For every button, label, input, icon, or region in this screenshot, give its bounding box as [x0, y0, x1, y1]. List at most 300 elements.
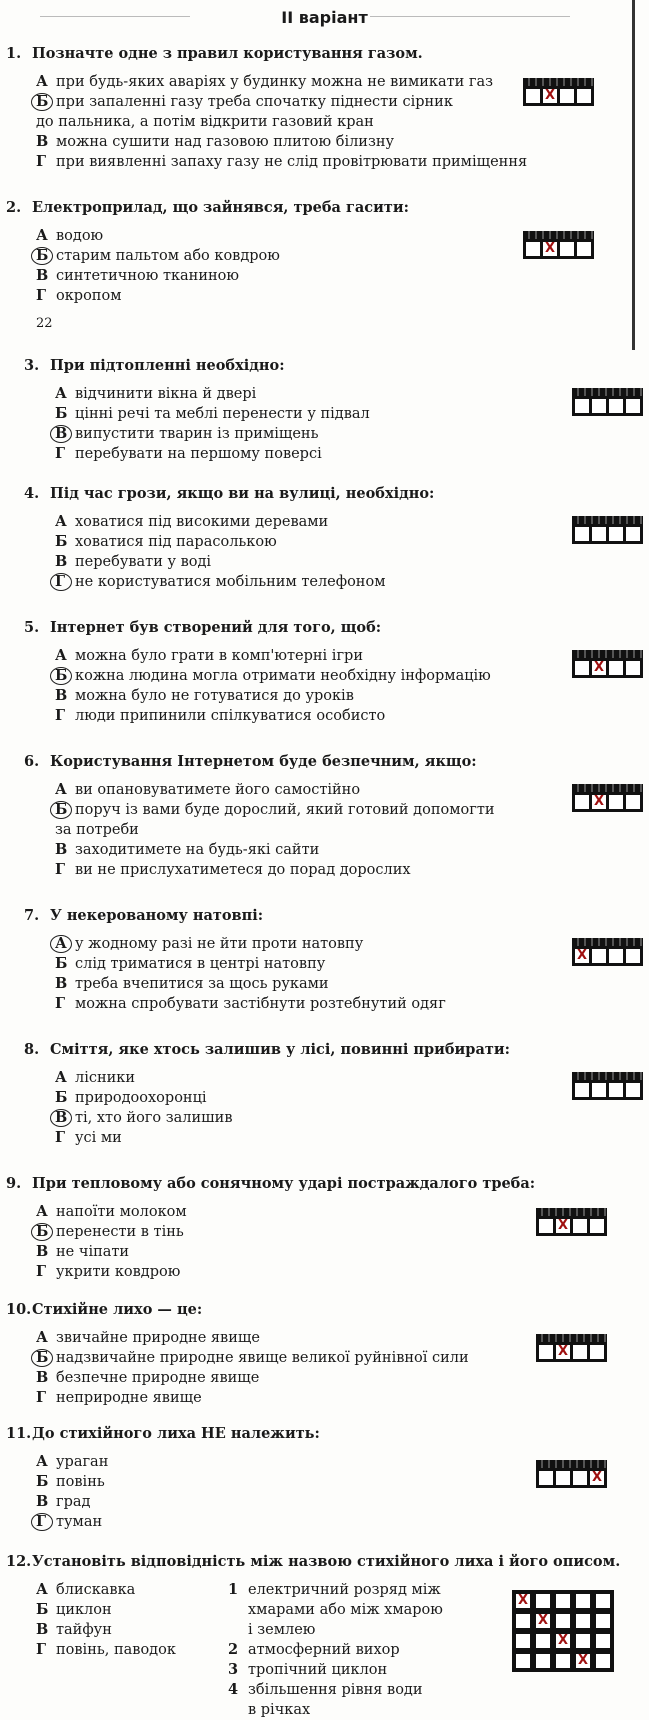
- answer-cell[interactable]: [560, 89, 574, 103]
- option-letter: В: [55, 841, 68, 858]
- answer-cell[interactable]: [575, 1083, 589, 1097]
- answer-cell[interactable]: [556, 1654, 570, 1668]
- answer-option[interactable]: [55, 686, 491, 706]
- question-title: [6, 44, 527, 64]
- answer-option[interactable]: [36, 1472, 320, 1492]
- answer-cell[interactable]: X: [557, 1218, 569, 1233]
- answer-cell[interactable]: [577, 242, 591, 256]
- question: [6, 44, 527, 172]
- answer-option[interactable]: [55, 800, 495, 820]
- question-number: 4.: [24, 485, 40, 502]
- grid-header: [572, 650, 643, 658]
- answer-cell[interactable]: [626, 949, 640, 963]
- answer-cell[interactable]: [596, 1654, 610, 1668]
- grid-header: [572, 1072, 643, 1080]
- matching-description: [228, 1580, 443, 1600]
- option-text: безпечне природне явище: [56, 1370, 260, 1386]
- scan-artifact: [370, 16, 570, 17]
- question: [24, 1040, 510, 1148]
- option-text: ви опановуватимете його самостійно: [75, 782, 361, 798]
- question-number: 11.: [6, 1425, 32, 1442]
- answer-cell[interactable]: [592, 1083, 606, 1097]
- answer-cell[interactable]: [573, 1219, 587, 1233]
- option-letter: Г: [36, 1641, 47, 1658]
- option-letter: А: [55, 1069, 67, 1086]
- grid-header: [536, 1334, 607, 1342]
- answer-option[interactable]: [55, 934, 446, 954]
- option-text: старим пальтом або ковдрою: [56, 248, 280, 264]
- option-letter: Б: [55, 801, 68, 818]
- option-text: град: [56, 1494, 91, 1510]
- option-text: усі ми: [75, 1130, 122, 1146]
- answer-option[interactable]: [36, 1348, 469, 1368]
- answer-cell[interactable]: [536, 1594, 550, 1608]
- answer-cell[interactable]: [609, 949, 623, 963]
- option-letter: А: [55, 385, 67, 402]
- question: [24, 484, 434, 592]
- matching-description: [228, 1680, 443, 1700]
- question: [6, 1300, 469, 1408]
- answer-option[interactable]: [36, 1492, 320, 1512]
- answer-grid: [523, 231, 594, 259]
- description-text: атмосферний вихор: [248, 1642, 400, 1658]
- answer-cell[interactable]: [609, 795, 623, 809]
- answer-cell[interactable]: [556, 1614, 570, 1628]
- question-text: Електроприлад, що зайнявся, треба гасити:: [32, 199, 409, 216]
- answer-cell[interactable]: [576, 1634, 590, 1648]
- option-letter: А: [55, 781, 67, 798]
- option-text: повінь, паводок: [56, 1642, 176, 1658]
- description-number: 2: [228, 1641, 239, 1658]
- answer-cell[interactable]: [609, 661, 623, 675]
- answer-option[interactable]: [36, 152, 527, 172]
- answer-cell[interactable]: [577, 89, 591, 103]
- option-text: неприродне явище: [56, 1390, 202, 1406]
- answer-option[interactable]: [36, 226, 409, 246]
- description-number: 4: [228, 1681, 239, 1698]
- option-text: укрити ковдрою: [56, 1264, 181, 1280]
- question-text: При підтопленні необхідно:: [50, 357, 285, 374]
- hand-drawn-circle: [50, 667, 72, 685]
- answer-option[interactable]: [55, 706, 491, 726]
- description-text: збільшення рівня води: [248, 1682, 423, 1698]
- answer-cell[interactable]: X: [577, 1653, 589, 1668]
- answer-cell[interactable]: [560, 242, 574, 256]
- option-letter: В: [36, 1243, 49, 1260]
- option-text: при виявленні запаху газу не слід провітрювати приміщення: [56, 154, 528, 170]
- answer-cell[interactable]: [626, 1083, 640, 1097]
- answer-option[interactable]: [36, 246, 409, 266]
- answer-cell[interactable]: [626, 399, 640, 413]
- matching-item: [36, 1580, 176, 1600]
- description-text: тропічний циклон: [248, 1662, 388, 1678]
- option-text: ті, хто його залишив: [75, 1110, 233, 1126]
- answer-option[interactable]: [55, 532, 434, 552]
- question: [24, 906, 446, 1014]
- question-title: [6, 1424, 320, 1444]
- option-text-continued: за потреби: [55, 822, 139, 838]
- option-text: люди припинили спілкуватися особисто: [75, 708, 386, 724]
- matching-description: [228, 1600, 443, 1620]
- option-letter: Б: [55, 533, 68, 550]
- question-title: [24, 752, 495, 772]
- matching-item: [36, 1600, 176, 1620]
- option-text: циклон: [56, 1602, 112, 1618]
- option-text: перебувати у воді: [75, 554, 212, 570]
- question-text: Під час грози, якщо ви на вулиці, необхідно:: [50, 485, 435, 502]
- option-text: не користуватися мобільним телефоном: [75, 574, 386, 590]
- matching-item: [36, 1620, 176, 1640]
- answer-cell[interactable]: [526, 89, 540, 103]
- answer-cell[interactable]: [609, 527, 623, 541]
- option-text: перенести в тінь: [56, 1224, 184, 1240]
- option-text: при будь-яких аваріях у будинку можна не вимикати газ: [56, 74, 494, 90]
- question: [6, 1424, 320, 1532]
- option-letter: А: [36, 73, 48, 90]
- option-text: у жодному разі не йти проти натовпу: [75, 936, 364, 952]
- question-text: При тепловому або сонячному ударі постраждалого треба:: [32, 1175, 536, 1192]
- option-letter: Г: [55, 995, 66, 1012]
- answer-grid: [572, 650, 643, 678]
- question-number: 7.: [24, 907, 40, 924]
- answer-cell[interactable]: X: [576, 948, 588, 963]
- option-text: ховатися під парасолькою: [75, 534, 277, 550]
- option-letter: Б: [36, 1223, 49, 1240]
- question-title: [6, 198, 409, 218]
- option-text: відчинити вікна й двері: [75, 386, 257, 402]
- option-text: надзвичайне природне явище великої руйнівної сили: [56, 1350, 469, 1366]
- option-letter: Б: [55, 667, 68, 684]
- grid-header: [572, 784, 643, 792]
- grid-header: [536, 1460, 607, 1468]
- answer-grid: [572, 1072, 643, 1100]
- option-letter: А: [36, 1453, 48, 1470]
- answer-cell[interactable]: X: [537, 1613, 549, 1628]
- answer-grid: [572, 938, 643, 966]
- hand-drawn-circle: [50, 425, 72, 443]
- option-letter: Б: [36, 1349, 49, 1366]
- hand-drawn-circle: [50, 1109, 72, 1127]
- answer-option[interactable]: [55, 974, 446, 994]
- question: [24, 752, 495, 880]
- option-letter: А: [36, 1581, 48, 1598]
- answer-cell[interactable]: [596, 1594, 610, 1608]
- option-text: слід триматися в центрі натовпу: [75, 956, 326, 972]
- grid-header: [572, 516, 643, 524]
- question-number: 3.: [24, 357, 40, 374]
- option-text: заходитимете на будь-які сайти: [75, 842, 320, 858]
- question-number: 1.: [6, 45, 22, 62]
- answer-cell[interactable]: [576, 1614, 590, 1628]
- answer-cell[interactable]: X: [593, 660, 605, 675]
- answer-cell[interactable]: [516, 1634, 530, 1648]
- option-letter: В: [55, 553, 68, 570]
- option-letter: Б: [55, 405, 68, 422]
- answer-cell[interactable]: [539, 1345, 553, 1359]
- hand-drawn-circle: [31, 1349, 53, 1367]
- question: [6, 198, 409, 306]
- answer-option[interactable]: [36, 92, 527, 112]
- option-text: звичайне природне явище: [56, 1330, 260, 1346]
- answer-cell[interactable]: [556, 1471, 570, 1485]
- option-text: напоїти молоком: [56, 1204, 187, 1220]
- option-text: природоохоронці: [75, 1090, 207, 1106]
- answer-option[interactable]: [55, 1088, 510, 1108]
- option-text: можна спробувати застібнути розтебнутий одяг: [75, 996, 446, 1012]
- option-letter: В: [36, 1621, 49, 1638]
- matching-item: [36, 1640, 176, 1660]
- answer-cell[interactable]: [596, 1634, 610, 1648]
- answer-grid: [536, 1208, 607, 1236]
- answer-cell[interactable]: [573, 1345, 587, 1359]
- answer-grid: [572, 388, 643, 416]
- answer-option[interactable]: [36, 1222, 535, 1242]
- answer-option[interactable]: [55, 512, 434, 532]
- answer-cell[interactable]: [516, 1654, 530, 1668]
- option-letter: Г: [36, 1263, 47, 1280]
- description-text: хмарами або між хмарою: [248, 1602, 443, 1618]
- answer-cell[interactable]: X: [557, 1344, 569, 1359]
- answer-cell[interactable]: [575, 527, 589, 541]
- answer-option[interactable]: [36, 1202, 535, 1222]
- option-letter: Б: [36, 247, 49, 264]
- option-letter: А: [55, 647, 67, 664]
- option-text: тайфун: [56, 1622, 112, 1638]
- option-letter: Б: [55, 1089, 68, 1106]
- answer-option[interactable]: [55, 780, 495, 800]
- description-text: в річках: [248, 1702, 311, 1718]
- option-text: при запаленні газу треба спочатку піднести сірник: [56, 94, 453, 110]
- question-title: [24, 618, 491, 638]
- answer-option[interactable]: [55, 994, 446, 1014]
- option-text: повінь: [56, 1474, 105, 1490]
- option-text: можна було грати в комп'ютерні ігри: [75, 648, 363, 664]
- hand-drawn-circle: [50, 573, 72, 591]
- answer-option[interactable]: [55, 646, 491, 666]
- option-text: поруч із вами буде дорослий, який готовий допомогти: [75, 802, 495, 818]
- question-number: 10.: [6, 1301, 32, 1318]
- answer-option[interactable]: [55, 1068, 510, 1088]
- option-text: не чіпати: [56, 1244, 130, 1260]
- option-text: цінні речі та меблі перенести у підвал: [75, 406, 370, 422]
- option-letter: В: [36, 1369, 49, 1386]
- answer-option[interactable]: [55, 552, 434, 572]
- option-letter: Г: [36, 287, 47, 304]
- option-letter: В: [36, 1493, 49, 1510]
- question-title: [6, 1174, 535, 1194]
- hand-drawn-circle: [31, 93, 53, 111]
- option-text: перебувати на першому поверсі: [75, 446, 322, 462]
- answer-cell[interactable]: X: [593, 794, 605, 809]
- matching-description: [228, 1700, 443, 1720]
- question: [24, 618, 491, 726]
- answer-cell[interactable]: X: [557, 1633, 569, 1648]
- description-text: електричний розряд між: [248, 1582, 441, 1598]
- option-letter: В: [55, 975, 68, 992]
- option-letter: Г: [36, 1513, 47, 1530]
- answer-option[interactable]: [55, 404, 370, 424]
- answer-cell[interactable]: [590, 1345, 604, 1359]
- answer-option[interactable]: [36, 1242, 535, 1262]
- answer-option[interactable]: [55, 666, 491, 686]
- option-letter: А: [55, 513, 67, 530]
- option-letter: А: [55, 935, 67, 952]
- option-letter: Г: [55, 573, 66, 590]
- answer-grid: [572, 784, 643, 812]
- answer-grid: [523, 78, 594, 106]
- question: [6, 1174, 535, 1282]
- option-letter: Г: [55, 445, 66, 462]
- option-letter: В: [55, 687, 68, 704]
- answer-cell[interactable]: [536, 1634, 550, 1648]
- option-letter: Б: [55, 955, 68, 972]
- question-text: До стихійного лиха НЕ належить:: [32, 1425, 320, 1442]
- answer-cell[interactable]: [626, 527, 640, 541]
- question-title: [6, 1552, 620, 1572]
- answer-option[interactable]: [55, 572, 434, 592]
- answer-cell[interactable]: [576, 1594, 590, 1608]
- answer-cell[interactable]: [575, 661, 589, 675]
- grid-header: [523, 78, 594, 86]
- matching-description: [228, 1620, 443, 1640]
- question-number: 2.: [6, 199, 22, 216]
- question-title: [24, 484, 434, 504]
- answer-grid: [536, 1460, 607, 1488]
- option-letter: Г: [55, 1129, 66, 1146]
- answer-option[interactable]: [55, 954, 446, 974]
- question-text: Сміття, яке хтось залишив у лісі, повинні прибирати:: [50, 1041, 510, 1058]
- answer-cell[interactable]: [526, 242, 540, 256]
- question-title: [24, 356, 370, 376]
- question-title: [24, 906, 446, 926]
- option-letter: А: [36, 1203, 48, 1220]
- option-letter: Б: [36, 1601, 49, 1618]
- answer-option[interactable]: [55, 384, 370, 404]
- option-letter: Г: [36, 1389, 47, 1406]
- hand-drawn-circle: [31, 1513, 53, 1531]
- option-letter: Г: [36, 153, 47, 170]
- answer-cell[interactable]: [575, 795, 589, 809]
- answer-cell[interactable]: X: [591, 1470, 603, 1485]
- option-text: випустити тварин із приміщень: [75, 426, 319, 442]
- answer-option[interactable]: [55, 860, 495, 880]
- answer-cell[interactable]: [590, 1219, 604, 1233]
- answer-cell[interactable]: [573, 1471, 587, 1485]
- answer-cell[interactable]: X: [544, 88, 556, 103]
- grid-header: [536, 1208, 607, 1216]
- option-letter: Г: [55, 707, 66, 724]
- hand-drawn-circle: [31, 247, 53, 265]
- answer-cell[interactable]: [539, 1219, 553, 1233]
- answer-option[interactable]: [36, 1368, 469, 1388]
- question-text: Інтернет був створений для того, щоб:: [50, 619, 382, 636]
- question-text: Стихійне лихо — це:: [32, 1301, 203, 1318]
- answer-cell[interactable]: [516, 1614, 530, 1628]
- option-letter: Г: [55, 861, 66, 878]
- matching-description: [228, 1640, 443, 1660]
- answer-option[interactable]: [36, 286, 409, 306]
- answer-option[interactable]: [55, 424, 370, 444]
- page-edge: [632, 0, 635, 350]
- answer-cell[interactable]: [609, 1083, 623, 1097]
- answer-option[interactable]: [55, 444, 370, 464]
- option-text-continued: до пальника, а потім відкрити газовий кран: [36, 114, 374, 130]
- answer-cell[interactable]: [596, 1614, 610, 1628]
- answer-option[interactable]: [36, 72, 527, 92]
- grid-header: [572, 938, 643, 946]
- answer-cell[interactable]: [556, 1594, 570, 1608]
- answer-cell[interactable]: [626, 795, 640, 809]
- answer-cell[interactable]: [592, 399, 606, 413]
- option-text: блискавка: [56, 1582, 136, 1598]
- question-number: 5.: [24, 619, 40, 636]
- option-text: лісники: [75, 1070, 136, 1086]
- option-letter: В: [36, 133, 49, 150]
- answer-option[interactable]: [36, 1388, 469, 1408]
- option-text: треба вчепитися за щось руками: [75, 976, 329, 992]
- question-title: [6, 1300, 469, 1320]
- hand-drawn-circle: [50, 935, 72, 953]
- option-text: можна сушити над газовою плитою білизну: [56, 134, 395, 150]
- question-text: У некерованому натовпі:: [50, 907, 264, 924]
- option-text: синтетичною тканиною: [56, 268, 240, 284]
- option-text: водою: [56, 228, 104, 244]
- question-number: 8.: [24, 1041, 40, 1058]
- option-letter: В: [36, 267, 49, 284]
- matching-answer-grid: [512, 1590, 614, 1672]
- hand-drawn-circle: [50, 801, 72, 819]
- answer-cell[interactable]: [592, 949, 606, 963]
- answer-cell[interactable]: X: [517, 1593, 529, 1608]
- answer-option[interactable]: [55, 840, 495, 860]
- answer-option[interactable]: [36, 266, 409, 286]
- answer-cell[interactable]: [536, 1654, 550, 1668]
- answer-option[interactable]: [36, 1452, 320, 1472]
- description-number: 3: [228, 1661, 239, 1678]
- question-title: [24, 1040, 510, 1060]
- answer-cell[interactable]: [592, 527, 606, 541]
- question-number: 9.: [6, 1175, 22, 1192]
- answer-option[interactable]: [36, 1262, 535, 1282]
- page-title: II варіант: [281, 8, 368, 27]
- matching-right-column: [228, 1580, 443, 1720]
- description-number: 1: [228, 1581, 239, 1598]
- matching-left-column: [36, 1580, 176, 1660]
- option-letter: В: [55, 1109, 68, 1126]
- question-text: Позначте одне з правил користування газом.: [32, 45, 423, 62]
- answer-cell[interactable]: X: [544, 241, 556, 256]
- option-letter: А: [36, 227, 48, 244]
- answer-option[interactable]: [55, 1108, 510, 1128]
- question-number: 12.: [6, 1553, 32, 1570]
- option-text: ви не прислухатиметеся до порад дорослих: [75, 862, 411, 878]
- matching-description: [228, 1660, 443, 1680]
- answer-cell[interactable]: [575, 399, 589, 413]
- answer-option[interactable]: [36, 1328, 469, 1348]
- answer-cell[interactable]: [609, 399, 623, 413]
- answer-cell[interactable]: [539, 1471, 553, 1485]
- page-number: 22: [36, 316, 53, 331]
- option-text: можна було не готуватися до уроків: [75, 688, 354, 704]
- grid-header: [572, 388, 643, 396]
- answer-option[interactable]: [36, 1512, 320, 1532]
- question-text: Користування Інтернетом буде безпечним, якщо:: [50, 753, 477, 770]
- answer-option[interactable]: [36, 132, 527, 152]
- answer-option[interactable]: [55, 1128, 510, 1148]
- option-text: ураган: [56, 1454, 109, 1470]
- answer-cell[interactable]: [626, 661, 640, 675]
- grid-header: [523, 231, 594, 239]
